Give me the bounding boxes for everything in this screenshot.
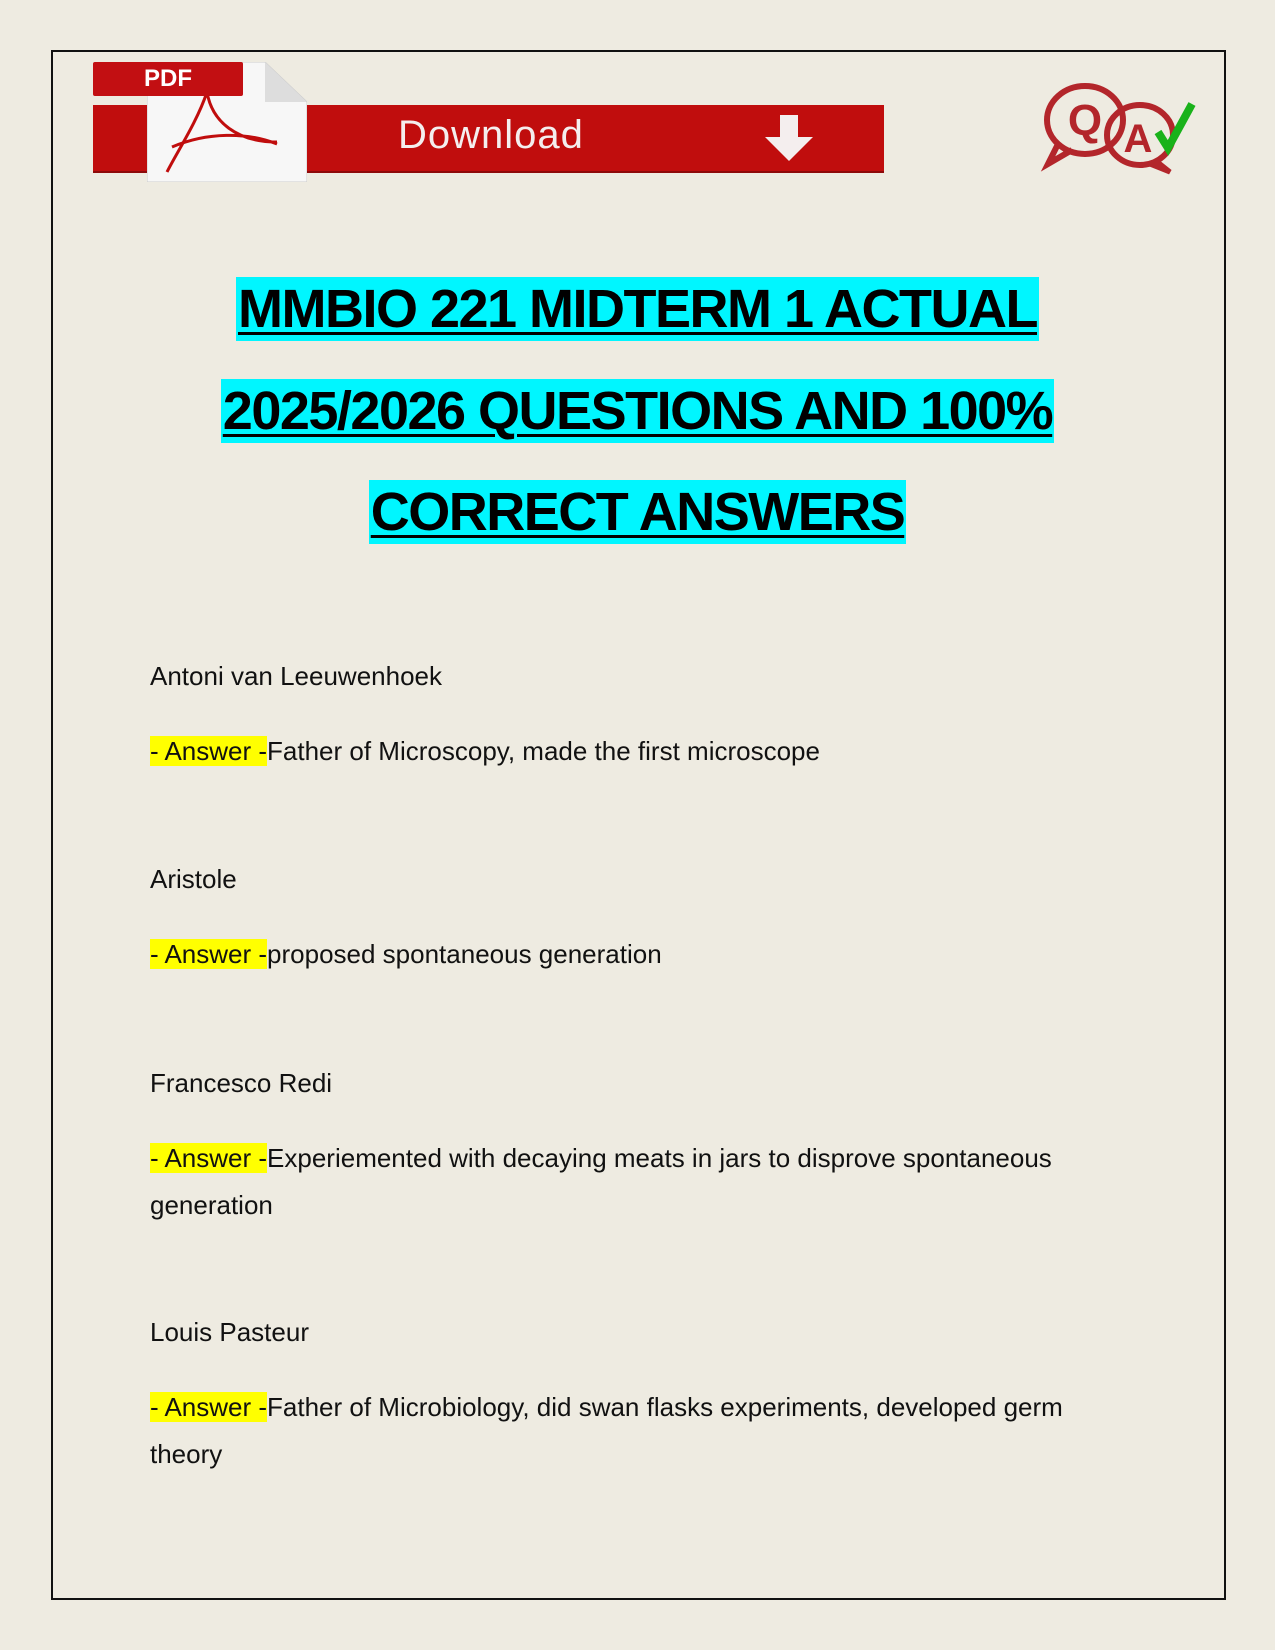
qa-item xyxy=(150,863,1080,978)
question: Francesco Redi xyxy=(150,1068,333,1098)
answer-text: Father of Microbiology, did swan flasks experiments, developed germ theory xyxy=(150,1392,1063,1469)
answer-text: Experiemented with decaying meats in jars to disprove spontaneous generation xyxy=(150,1143,1052,1220)
title-line-2 xyxy=(0,380,1275,442)
qa-item xyxy=(150,1316,1080,1478)
title-text: 2025/2026 QUESTIONS AND 100% xyxy=(222,381,1053,441)
download-arrow-icon xyxy=(761,113,817,163)
qa-item xyxy=(150,1067,1080,1229)
question: Aristole xyxy=(150,864,237,894)
answer-text: Father of Microscopy, made the first microscope xyxy=(267,736,820,766)
title-text: CORRECT ANSWERS xyxy=(370,482,905,542)
download-label: Download xyxy=(398,113,584,157)
qa-item xyxy=(150,660,1080,775)
answer-prefix: - Answer - xyxy=(150,1392,268,1422)
answer xyxy=(150,1135,1080,1229)
answer xyxy=(150,728,1080,775)
title-line-3 xyxy=(0,481,1275,543)
answer-prefix: - Answer - xyxy=(150,736,268,766)
answer-prefix: - Answer - xyxy=(150,939,268,969)
answer-text: proposed spontaneous generation xyxy=(267,939,662,969)
answer xyxy=(150,931,1080,978)
question: Louis Pasteur xyxy=(150,1317,309,1347)
svg-text:Q: Q xyxy=(1067,96,1103,145)
pdf-tab: PDF xyxy=(93,62,243,96)
svg-text:A: A xyxy=(1123,117,1153,161)
qa-logo-icon xyxy=(1040,80,1210,176)
answer-prefix: - Answer - xyxy=(150,1143,268,1173)
answer xyxy=(150,1384,1080,1478)
question: Antoni van Leeuwenhoek xyxy=(150,661,443,691)
title-text: MMBIO 221 MIDTERM 1 ACTUAL xyxy=(237,279,1038,339)
title-line-1 xyxy=(0,278,1275,340)
